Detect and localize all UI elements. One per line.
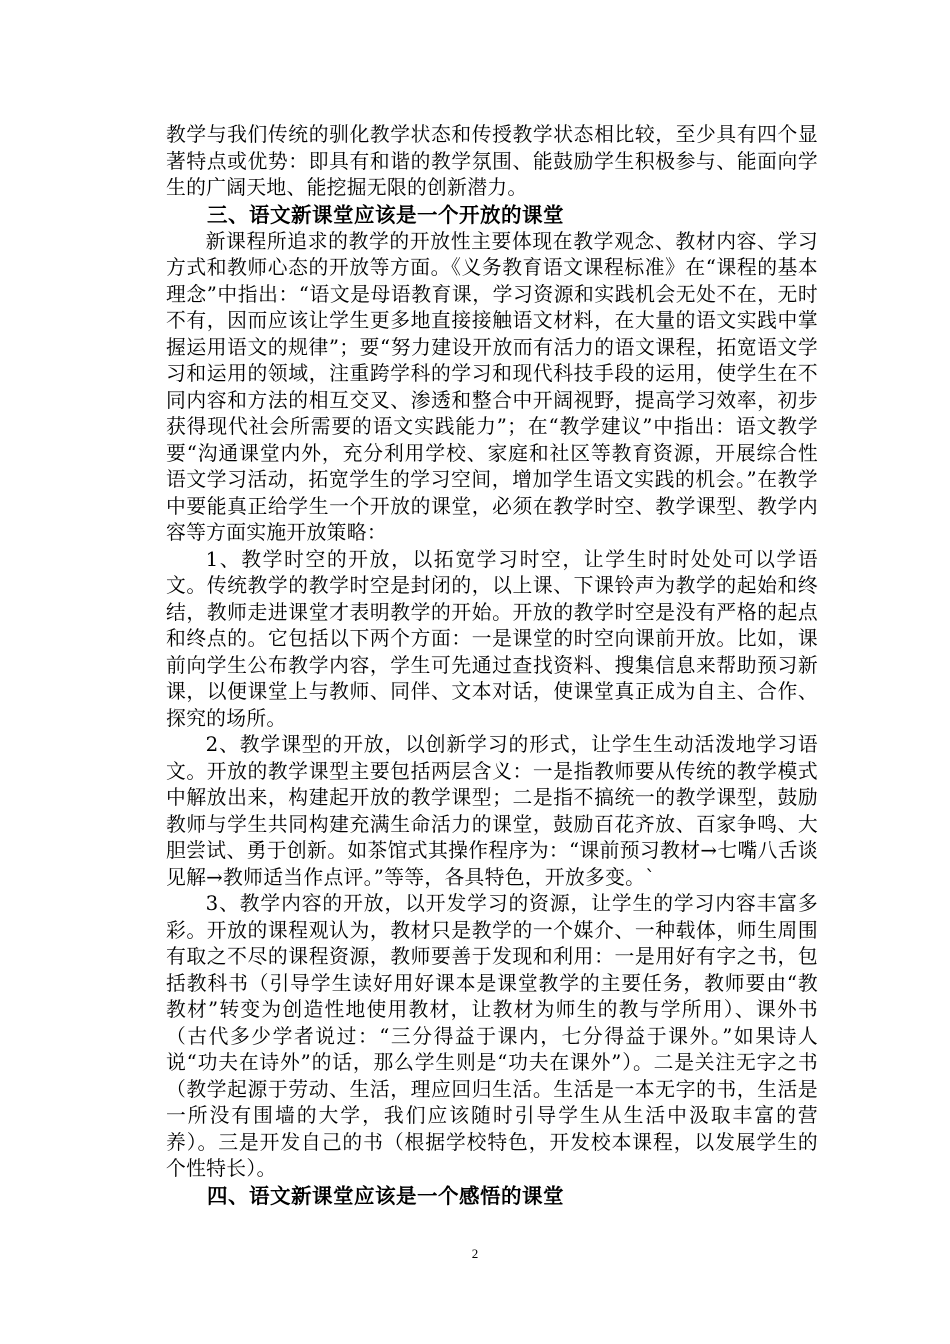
paragraph-point-three: 3、教学内容的开放，以开发学习的资源，让学生的学习内容丰富多彩。开放的课程观认为，教材只是教学的一个媒介、一种载体，师生周围有取之不尽的课程资源，教师要善于发现和利用：一是用好有字之书，包括教科书（引导学生读好用好课本是课堂教学的主要任务，教师要由“教教材”转变为创造性地使用教材，让教材为师生的教与学所用）、课外书（古代多少学者说过：“三分得益于课内，七分得益于课外。”如果诗人说“功夫在诗外”的话，那么学生则是“功夫在课外”）。二是关注无字之书（教学起源于劳动、生活，理应回归生活。生活是一本无字的书，生活是一所没有围墙的大学，我们应该随时引导学生从生活中汲取丰富的营养）。三是开发自己的书（根据学校特色，开发校本课程，以发展学生的个性特长）。 bbox=[166, 892, 818, 1180]
section-heading-four: 四、语文新课堂应该是一个感悟的课堂 bbox=[207, 1183, 564, 1208]
document-body bbox=[166, 122, 818, 1210]
section-heading-three: 三、语文新课堂应该是一个开放的课堂 bbox=[207, 202, 564, 227]
paragraph-open-classroom: 新课程所追求的教学的开放性主要体现在教学观念、教材内容、学习方式和教师心态的开放等方面。《义务教育语文课程标准》在“课程的基本理念”中指出：“语文是母语教育课，学习资源和实践机会无处不在，无时不有，因而应该让学生更多地直接接触语文材料，在大量的语文实践中掌握运用语文的规律”；要“努力建设开放而有活力的语文课程，拓宽语文学习和运用的领域，注重跨学科的学习和现代科技手段的运用，使学生在不同内容和方法的相互交叉、渗透和整合中开阔视野，提高学习效率，初步获得现代社会所需要的语文实践能力”；在“教学建议”中指出：语文教学要“沟通课堂内外，充分利用学校、家庭和社区等教育资源，开展综合性语文学习活动，拓宽学生的学习空间，增加学生语文实践的机会。”在教学中要能真正给学生一个开放的课堂，必须在教学时空、教学课型、教学内容等方面实施开放策略： bbox=[166, 229, 818, 544]
page-number: 2 bbox=[471, 1246, 479, 1261]
paragraph-point-two: 2、教学课型的开放，以创新学习的形式，让学生生动活泼地学习语文。开放的教学课型主要包括两层含义：一是指教师要从传统的教学模式中解放出来，构建起开放的教学课型；二是指不搞统一的教学课型，鼓励教师与学生共同构建充满生命活力的课堂，鼓励百花齐放、百家争鸣、大胆尝试、勇于创新。如茶馆式其操作程序为：“课前预习教材→七嘴八舌谈见解→教师适当作点评。”等等，各具特色，开放多变。` bbox=[166, 733, 818, 889]
paragraph-point-one: 1、教学时空的开放，以拓宽学习时空，让学生时时处处可以学语文。传统教学的教学时空是封闭的，以上课、下课铃声为教学的起始和终结，教师走进课堂才表明教学的开始。开放的教学时空是没有严格的起点和终点的。它包括以下两个方面：一是课堂的时空向课前开放。比如，课前向学生公布教学内容，学生可先通过查找资料、搜集信息来帮助预习新课，以便课堂上与教师、同伴、文本对话，使课堂真正成为自主、合作、探究的场所。 bbox=[166, 547, 818, 730]
paragraph-intro-continued: 教学与我们传统的驯化教学状态和传授教学状态相比较，至少具有四个显著特点或优势：即具有和谐的教学氛围、能鼓励学生积极参与、能面向学生的广阔天地、能挖掘无限的创新潜力。 bbox=[166, 123, 818, 199]
